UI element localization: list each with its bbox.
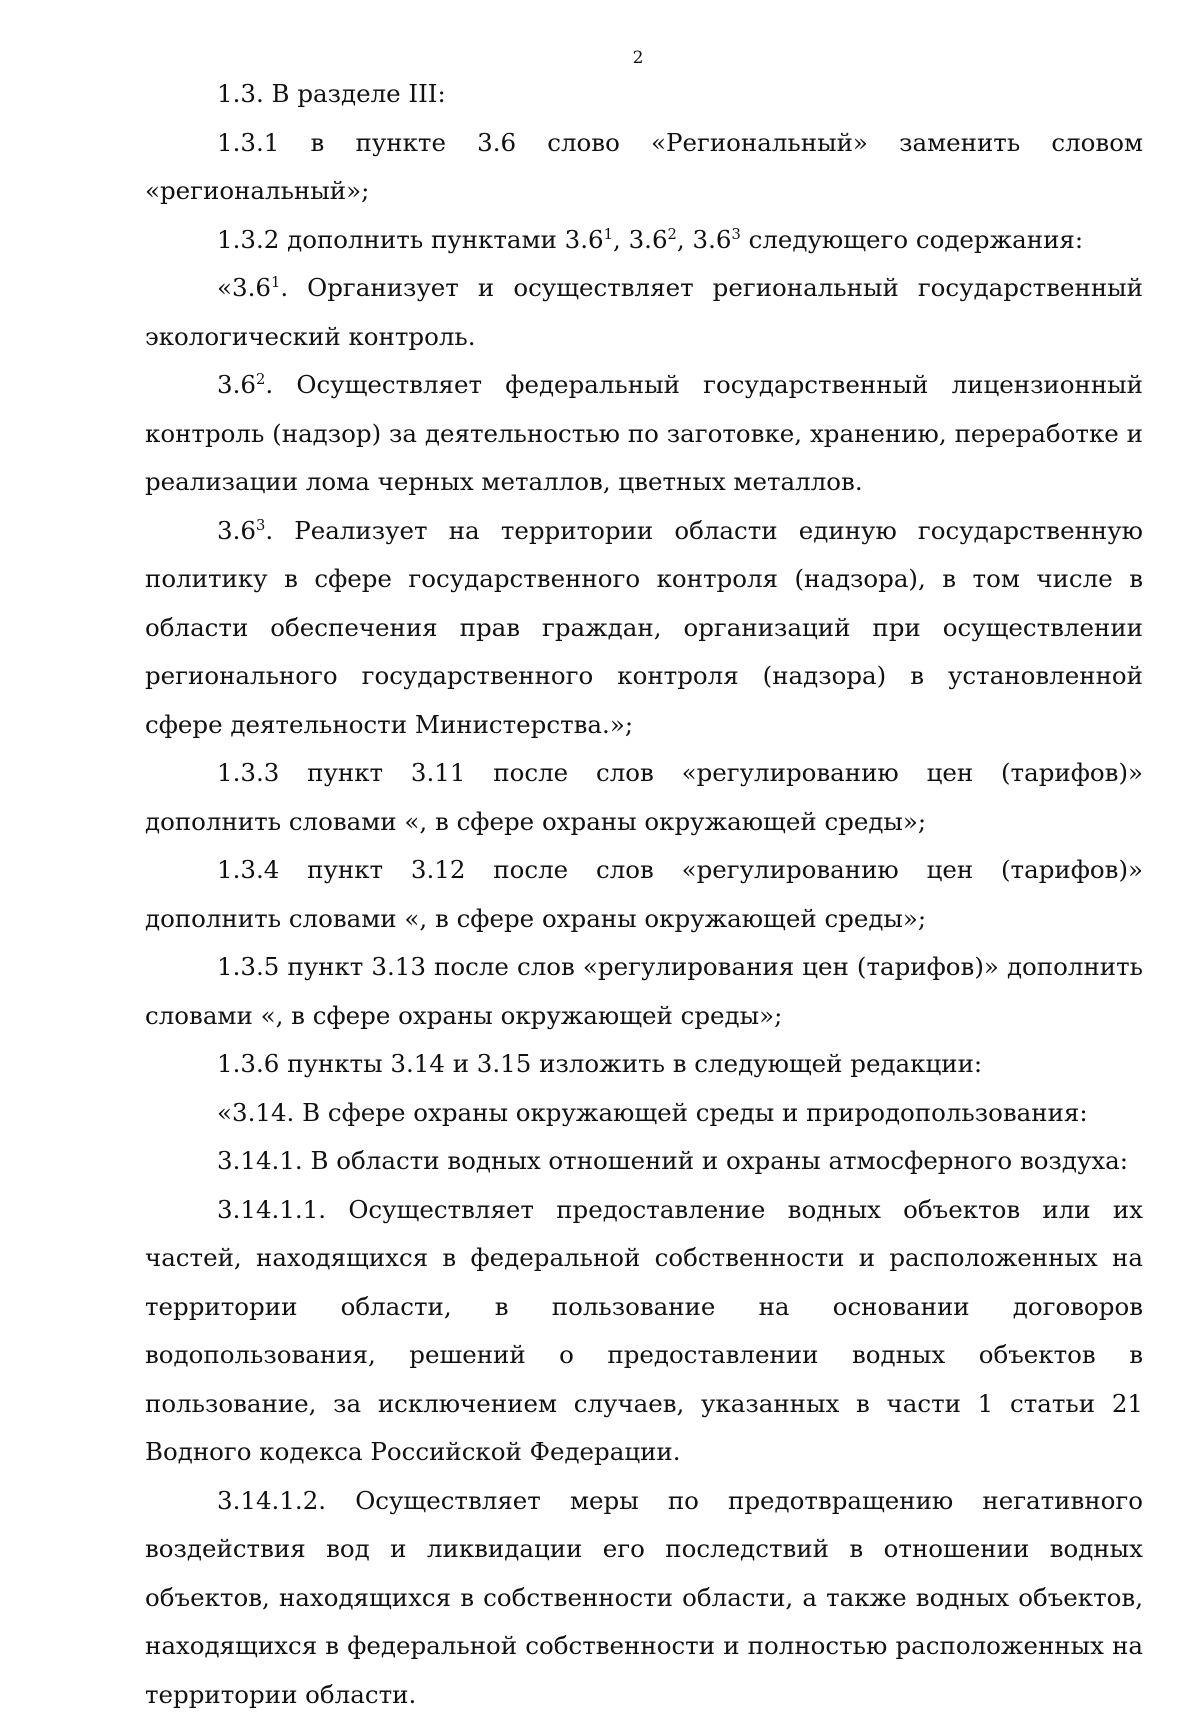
paragraph bbox=[145, 70, 1143, 119]
superscript-number: 2 bbox=[256, 371, 265, 388]
superscript-number: 3 bbox=[731, 225, 740, 242]
paragraph-text: «3.14. В сфере охраны окружающей среды и природопользования: bbox=[217, 1098, 1088, 1127]
paragraph-text: 3.14.1.1. Осуществляет предоставление водных объектов или их частей, находящихся в федеральной собственности и расположенных на территории области, в пользование на основании договоров водопользования, решений о предоставлении водных объектов в пользование, за исключением случаев, указанных в части 1 статьи 21 Водного кодекса Российской Федерации. bbox=[145, 1195, 1143, 1467]
superscript-number: 1 bbox=[604, 225, 613, 242]
paragraph-text: . Организует и осуществляет региональный государственный экологический контроль. bbox=[145, 273, 1143, 351]
paragraph-text: 3.14.1. В области водных отношений и охраны атмосферного воздуха: bbox=[217, 1146, 1128, 1175]
superscript-number: 1 bbox=[271, 274, 280, 291]
superscript-number: 3 bbox=[256, 516, 265, 533]
paragraph bbox=[145, 507, 1143, 750]
document-body bbox=[145, 70, 1143, 1719]
paragraph bbox=[145, 216, 1143, 265]
superscript-number: 2 bbox=[668, 225, 677, 242]
paragraph-text: . Осуществляет федеральный государственный лицензионный контроль (надзор) за деятельностью по заготовке, хранению, переработке и реализации лома черных металлов, цветных металлов. bbox=[145, 370, 1143, 496]
paragraph bbox=[145, 846, 1143, 943]
paragraph-text: 1.3.4 пункт 3.12 после слов «регулированию цен (тарифов)» дополнить словами «, в сфере охраны окружающей среды»; bbox=[145, 855, 1143, 933]
paragraph bbox=[145, 749, 1143, 846]
paragraph-text: , 3.6 bbox=[613, 225, 668, 254]
paragraph-text: 3.14.1.2. Осуществляет меры по предотвращению негативного воздействия вод и ликвидации его последствий в отношении водных объектов, находящихся в собственности области, а также водных объектов, находящихся в федеральной собственности и полностью расположенных на территории области. bbox=[145, 1486, 1143, 1709]
paragraph bbox=[145, 1186, 1143, 1477]
page-number: 2 bbox=[0, 48, 1200, 68]
paragraph-text: 3.6 bbox=[217, 516, 256, 545]
paragraph-text: 1.3.2 дополнить пунктами 3.6 bbox=[217, 225, 604, 254]
paragraph-text: 1.3.5 пункт 3.13 после слов «регулирования цен (тарифов)» дополнить словами «, в сфере охраны окружающей среды»; bbox=[145, 952, 1143, 1030]
paragraph-text: 3.6 bbox=[217, 370, 256, 399]
paragraph-text: «3.6 bbox=[217, 273, 271, 302]
paragraph-text: 1.3. В разделе III: bbox=[217, 79, 446, 108]
paragraph bbox=[145, 1477, 1143, 1719]
paragraph bbox=[145, 119, 1143, 216]
paragraph-text: , 3.6 bbox=[677, 225, 732, 254]
paragraph bbox=[145, 1040, 1143, 1089]
paragraph-text: 1.3.6 пункты 3.14 и 3.15 изложить в следующей редакции: bbox=[217, 1049, 982, 1078]
paragraph-text: следующего содержания: bbox=[741, 225, 1083, 254]
paragraph bbox=[145, 943, 1143, 1040]
paragraph-text: 1.3.1 в пункте 3.6 слово «Региональный» заменить словом «региональный»; bbox=[145, 128, 1143, 206]
paragraph-text: . Реализует на территории области единую государственную политику в сфере государственного контроля (надзора), в том числе в области обеспечения прав граждан, организаций при осуществлении регионального государственного контроля (надзора) в установленной сфере деятельности Министерства.»; bbox=[145, 516, 1143, 739]
paragraph bbox=[145, 1089, 1143, 1138]
paragraph bbox=[145, 361, 1143, 507]
paragraph bbox=[145, 1137, 1143, 1186]
paragraph-text: 1.3.3 пункт 3.11 после слов «регулированию цен (тарифов)» дополнить словами «, в сфере охраны окружающей среды»; bbox=[145, 758, 1143, 836]
paragraph bbox=[145, 264, 1143, 361]
